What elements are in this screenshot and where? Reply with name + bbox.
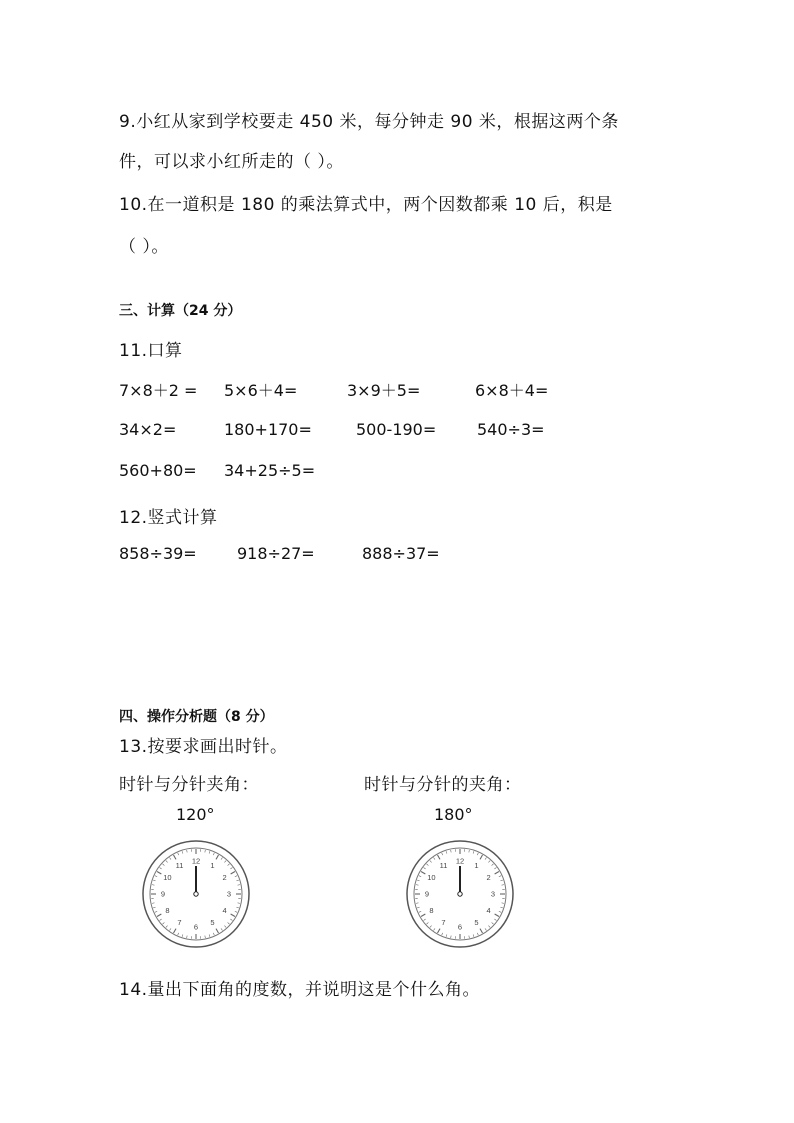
q11-title: 11.口算	[119, 341, 183, 361]
clock-number: 9	[424, 889, 430, 899]
clock-tick	[230, 868, 232, 869]
clock-tick	[473, 851, 474, 853]
q10-line2: （ ）。	[119, 237, 169, 257]
clock-tick	[170, 858, 171, 860]
clock-number: 3	[226, 889, 232, 899]
clock-tick	[213, 853, 214, 855]
clock-number: 7	[441, 918, 446, 928]
clock-tick	[205, 936, 206, 938]
clock-tick	[236, 907, 238, 908]
vertical-calc-item: 888÷37=	[362, 544, 440, 563]
clock-tick	[170, 928, 171, 930]
clock-tick	[502, 885, 504, 886]
clock-tick	[163, 922, 165, 924]
clock-tick	[477, 933, 478, 935]
calc-item: 34×2=	[119, 420, 177, 439]
clock-tick	[427, 864, 429, 866]
clock-tick	[480, 929, 483, 933]
clock-tick	[157, 914, 161, 917]
q9-line2: 件，可以求小红所走的（ ）。	[119, 152, 344, 172]
clock-tick	[494, 919, 496, 920]
clock-tick	[492, 864, 494, 866]
calc-item: 7×8＋2 =	[119, 381, 198, 400]
clock-tick	[485, 928, 486, 930]
clock-tick	[421, 914, 425, 917]
clock-number: 7	[177, 918, 182, 928]
clock-tick	[499, 911, 501, 912]
q10-line1: 10.在一道积是 180 的乘法算式中，两个因数都乘 10 后，积是	[119, 195, 613, 215]
clock-tick	[488, 861, 490, 863]
clock-tick	[155, 876, 157, 877]
clock-tick	[416, 903, 418, 904]
left-angle-value: 120°	[176, 805, 215, 824]
clock-number: 1	[474, 860, 479, 870]
clock-tick	[224, 926, 226, 928]
calc-item: 34+25÷5=	[224, 461, 316, 480]
clock-tick	[231, 914, 235, 917]
clock-number: 8	[165, 906, 170, 915]
clock-tick	[152, 885, 154, 886]
clock-tick	[419, 911, 421, 912]
clock-tick	[178, 853, 179, 855]
clock-tick	[500, 880, 502, 881]
calc-item: 3×9＋5=	[347, 381, 421, 400]
clock-tick	[163, 864, 165, 866]
clock-tick	[157, 872, 161, 875]
clock-tick	[421, 872, 425, 875]
clock-tick	[451, 850, 452, 852]
clock-tick	[485, 858, 486, 860]
clock-number: 6	[457, 922, 463, 932]
clock-tick	[187, 850, 188, 852]
clock-tick	[438, 855, 441, 859]
clock-tick	[434, 928, 435, 930]
clock-tick	[205, 850, 206, 852]
clock-tick	[488, 926, 490, 928]
clock-tick	[446, 851, 447, 853]
clock-tick	[500, 907, 502, 908]
clock-tick	[469, 936, 470, 938]
clock-number: 2	[486, 873, 491, 882]
clock-number: 4	[222, 906, 227, 915]
clock-tick	[182, 851, 183, 853]
q9-line1: 9.小红从家到学校要走 450 米，每分钟走 90 米，根据这两个条	[119, 112, 619, 132]
clock-number: 12	[455, 856, 465, 866]
calc-item: 540÷3=	[477, 420, 545, 439]
clock-tick	[442, 933, 443, 935]
clock-tick	[477, 853, 478, 855]
clock-tick	[442, 853, 443, 855]
clock-tick	[446, 934, 447, 936]
clock-tick	[153, 907, 155, 908]
clock-tick	[238, 903, 240, 904]
left-angle-label: 时针与分针夹角：	[119, 775, 259, 795]
clock-number: 8	[429, 906, 434, 915]
clock-tick	[494, 868, 496, 869]
clock-number: 2	[222, 873, 227, 882]
clock-number: 10	[163, 873, 172, 882]
vertical-calc-item: 858÷39=	[119, 544, 197, 563]
clock-tick	[451, 936, 452, 938]
clock-tick	[235, 876, 237, 877]
q13-title: 13.按要求画出时针。	[119, 737, 288, 757]
calc-item: 560+80=	[119, 461, 197, 480]
clock-tick	[231, 872, 235, 875]
clock-tick	[417, 880, 419, 881]
clock-tick	[235, 911, 237, 912]
clock-tick	[469, 850, 470, 852]
clock-tick	[495, 872, 499, 875]
clock-tick	[502, 903, 504, 904]
clock-tick	[416, 885, 418, 886]
section-4-title: 四、操作分析题（8 分）	[119, 709, 274, 725]
clock-tick	[160, 919, 162, 920]
clock-number: 3	[490, 889, 496, 899]
clock-tick	[213, 933, 214, 935]
q14-title: 14.量出下面角的度数，并说明这是个什么角。	[119, 980, 481, 1000]
clock-number: 6	[193, 922, 199, 932]
clock-tick	[228, 864, 230, 866]
clock-number: 10	[427, 873, 436, 882]
clock-tick	[174, 929, 177, 933]
clock-tick	[427, 922, 429, 924]
section-3-title: 三、计算（24 分）	[119, 303, 242, 319]
clock-tick	[187, 936, 188, 938]
clock-center-pin	[194, 892, 198, 896]
clock-number: 11	[175, 860, 184, 870]
clock-number: 5	[474, 918, 479, 928]
clock-tick	[166, 861, 168, 863]
calc-item: 5×6＋4=	[224, 381, 298, 400]
right-angle-label: 时针与分针的夹角：	[364, 775, 522, 795]
clock-tick	[473, 934, 474, 936]
clock-tick	[424, 868, 426, 869]
clock-tick	[166, 926, 168, 928]
clock-tick	[419, 876, 421, 877]
clock-tick	[430, 861, 432, 863]
clock-tick	[224, 861, 226, 863]
clock-tick	[424, 919, 426, 920]
calc-item: 500-190=	[356, 420, 437, 439]
clock-center-pin	[458, 892, 462, 896]
clock-tick	[221, 928, 222, 930]
clock-number: 5	[210, 918, 215, 928]
clock-tick	[152, 903, 154, 904]
clock-tick	[160, 868, 162, 869]
clock-tick	[221, 858, 222, 860]
clock-tick	[182, 934, 183, 936]
clock-tick	[438, 929, 441, 933]
clock-number: 1	[210, 860, 215, 870]
q12-title: 12.竖式计算	[119, 508, 218, 528]
clock-tick	[216, 929, 219, 933]
clock-number: 4	[486, 906, 491, 915]
clock-tick	[495, 914, 499, 917]
clock-tick	[238, 885, 240, 886]
clock-tick	[178, 933, 179, 935]
clock-tick	[209, 934, 210, 936]
clock-tick	[230, 919, 232, 920]
clock-number: 12	[191, 856, 201, 866]
clock-tick	[174, 855, 177, 859]
clock-tick	[417, 907, 419, 908]
calc-item: 6×8＋4=	[475, 381, 549, 400]
clock-tick	[228, 922, 230, 924]
clock-tick	[499, 876, 501, 877]
clock-tick	[216, 855, 219, 859]
clock-tick	[153, 880, 155, 881]
clock-tick	[480, 855, 483, 859]
clock-tick	[492, 922, 494, 924]
clock-face-left[interactable]	[141, 839, 251, 949]
clock-tick	[209, 851, 210, 853]
vertical-calc-item: 918÷27=	[237, 544, 315, 563]
clock-tick	[236, 880, 238, 881]
clock-number: 9	[160, 889, 166, 899]
clock-tick	[434, 858, 435, 860]
calc-item: 180+170=	[224, 420, 312, 439]
clock-face-right[interactable]	[405, 839, 515, 949]
clock-number: 11	[439, 860, 448, 870]
right-angle-value: 180°	[434, 805, 473, 824]
clock-tick	[155, 911, 157, 912]
clock-tick	[430, 926, 432, 928]
